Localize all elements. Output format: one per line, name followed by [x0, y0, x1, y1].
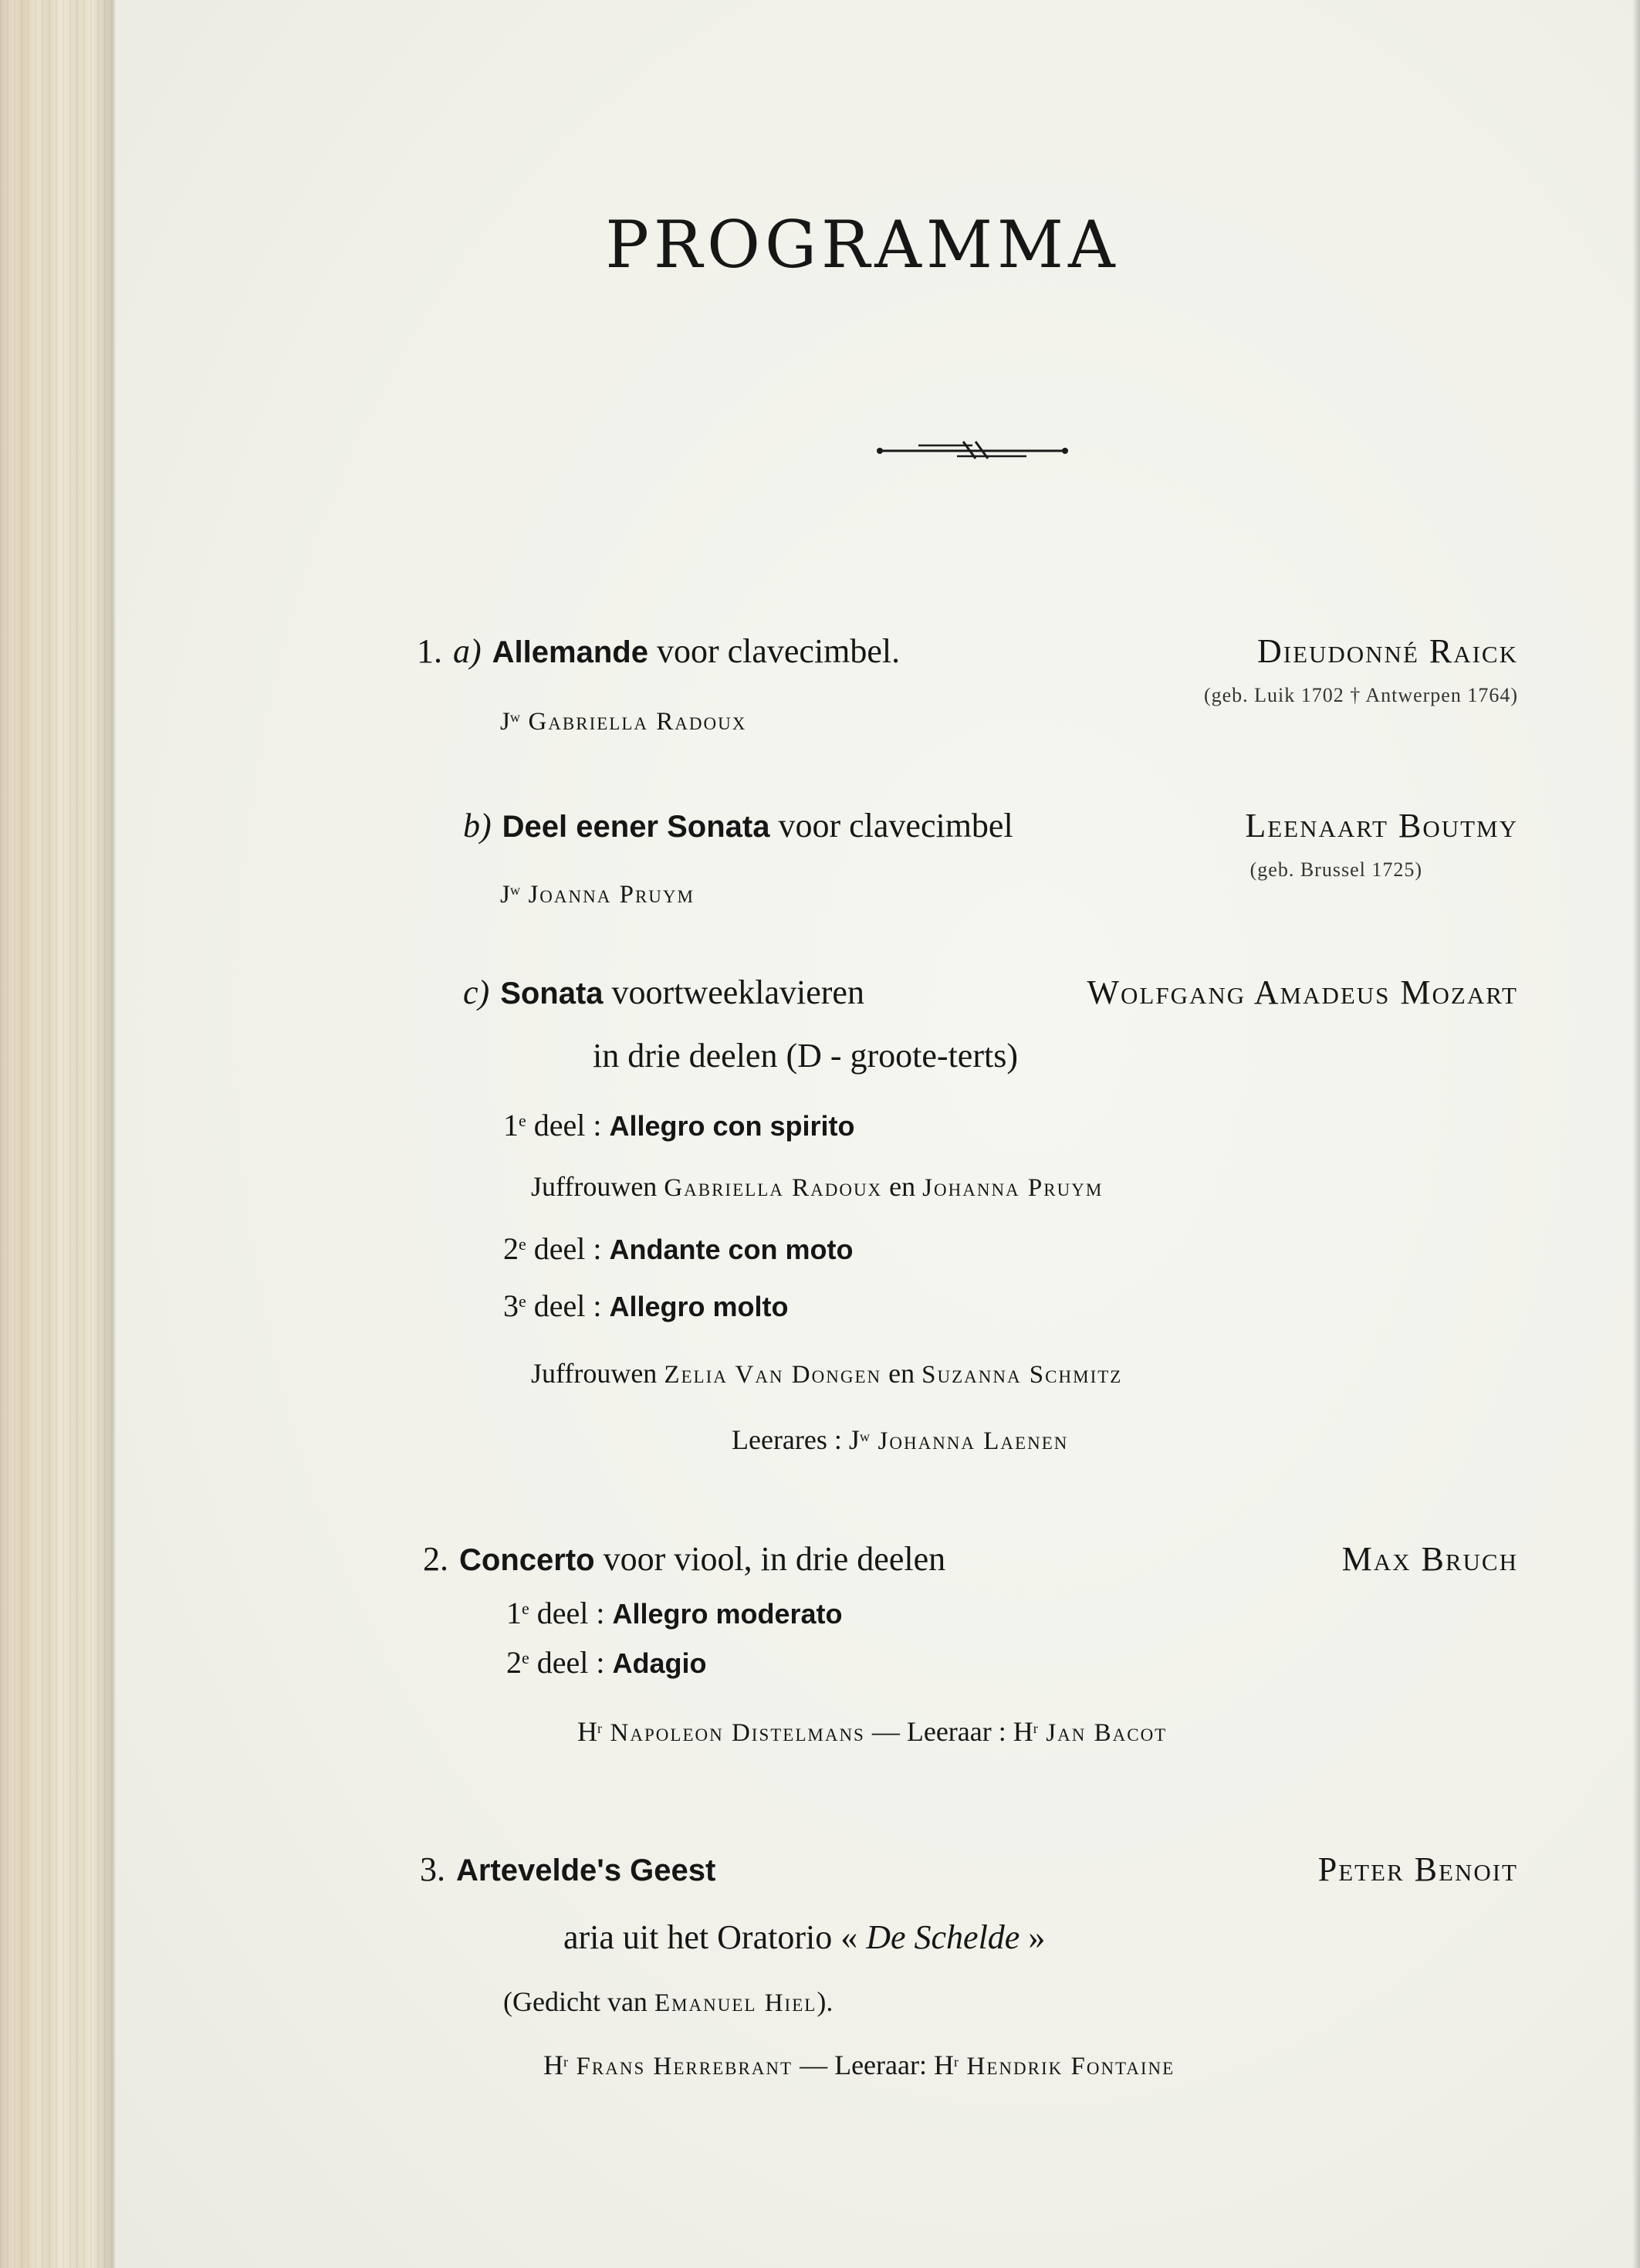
movement-title: Allegro con spirito	[609, 1110, 855, 1142]
title-abbrev-sup: r	[953, 2054, 959, 2070]
item-letter: a)	[453, 632, 482, 670]
conjunction: en	[881, 1358, 922, 1389]
title-abbrev-sup: w	[859, 1429, 871, 1445]
teacher-label: Leerares : J	[732, 1424, 860, 1455]
movement-title: Adagio	[612, 1647, 707, 1679]
work-title: Deel eener Sonata	[502, 810, 770, 844]
work-subtitle: in drie deelen (D - groote-terts)	[593, 1037, 1018, 1075]
performer-name: Frans Herrebrant	[576, 2053, 793, 2080]
performer-name: Zelia Van Dongen	[664, 1361, 882, 1389]
movement-number: 2	[506, 1645, 522, 1680]
movement-label: deel :	[529, 1596, 613, 1630]
title-abbrev: J	[500, 708, 510, 736]
movement-label: deel :	[529, 1645, 613, 1680]
work-description: voortweeklavieren	[603, 973, 864, 1011]
aria-line	[563, 1918, 1045, 1957]
movement-sup: e	[522, 1598, 529, 1618]
item-number: 3.	[420, 1850, 445, 1888]
performer-line	[500, 706, 746, 736]
performer-name: Suzanna Schmitz	[921, 1361, 1123, 1389]
teacher-label: — Leeraar: H	[793, 2050, 954, 2080]
title-abbrev: H	[543, 2050, 563, 2080]
item-1c-line	[463, 973, 864, 1012]
performers-prefix: Juffrouwen	[531, 1171, 664, 1202]
aria-prefix: aria uit het Oratorio «	[563, 1918, 867, 1956]
performer-name: Johanna Pruym	[922, 1174, 1104, 1202]
poem-prefix: (Gedicht van	[503, 1986, 654, 2017]
teacher-name: Johanna Laenen	[877, 1427, 1069, 1455]
performer-teacher-line	[543, 2049, 1175, 2081]
movement-number: 1	[506, 1596, 522, 1630]
teacher-name: Jan Bacot	[1046, 1719, 1168, 1747]
composer-dates: (geb. Brussel 1725)	[1249, 858, 1422, 881]
performers-prefix: Juffrouwen	[531, 1358, 664, 1389]
work-title: Sonata	[500, 977, 604, 1010]
performer-line	[500, 878, 695, 909]
performer-name: Joanna Pruym	[528, 881, 695, 909]
movement-sup: e	[519, 1110, 526, 1130]
movement-label: deel :	[526, 1108, 610, 1142]
ornament-divider-icon	[872, 437, 1073, 463]
teacher-label: — Leeraar : H	[864, 1716, 1033, 1747]
composer-name: Leenaart Boutmy	[1245, 807, 1518, 845]
movement-title: Andante con moto	[609, 1234, 854, 1265]
work-description: voor clavecimbel	[769, 807, 1013, 845]
title-abbrev: H	[577, 1716, 597, 1747]
composer-dates: (geb. Luik 1702 † Antwerpen 1764)	[1203, 684, 1518, 706]
poem-suffix: ).	[817, 1986, 834, 2017]
movement-number: 1	[503, 1108, 519, 1142]
movement-line	[503, 1288, 789, 1324]
composer-name: Max Bruch	[1341, 1540, 1518, 1578]
page-edges	[0, 0, 116, 2268]
item-number: 1.	[417, 632, 442, 670]
performer-name: Gabriella Radoux	[664, 1174, 883, 1202]
movement-line	[506, 1595, 843, 1631]
movement-sup: e	[522, 1647, 529, 1667]
poem-line	[503, 1985, 833, 2018]
conjunction: en	[882, 1171, 923, 1202]
performer-teacher-line	[577, 1715, 1167, 1748]
poet-name: Emanuel Hiel	[654, 1989, 817, 2017]
movement-title: Allegro molto	[609, 1291, 789, 1322]
performers-line	[531, 1357, 1122, 1390]
page-shadow	[1632, 0, 1640, 2268]
teacher-line	[732, 1423, 1068, 1456]
movement-sup: e	[519, 1234, 526, 1254]
movement-sup: e	[519, 1291, 526, 1311]
movement-title: Allegro moderato	[612, 1598, 843, 1630]
teacher-name: Hendrik Fontaine	[966, 2053, 1175, 2080]
work-title: Concerto	[459, 1543, 595, 1577]
movement-line	[506, 1644, 707, 1681]
aria-title: De Schelde	[866, 1918, 1020, 1956]
title-abbrev: J	[500, 881, 510, 909]
movement-label: deel :	[526, 1288, 610, 1323]
performers-line	[531, 1170, 1103, 1203]
title-abbrev-sup: r	[597, 1721, 603, 1737]
movement-label: deel :	[526, 1231, 610, 1266]
composer-name: Wolfgang Amadeus Mozart	[1087, 973, 1518, 1011]
item-3-line	[420, 1850, 715, 1889]
movement-number: 3	[503, 1288, 519, 1323]
work-description: voor clavecimbel.	[648, 632, 901, 670]
composer-name: Peter Benoit	[1317, 1850, 1518, 1888]
item-letter: c)	[463, 973, 490, 1011]
performer-name: Napoleon Distelmans	[610, 1719, 865, 1747]
item-number: 2.	[423, 1540, 448, 1578]
movement-line	[503, 1230, 853, 1267]
work-title: Allemande	[492, 635, 648, 669]
composer-name: Dieudonné Raick	[1256, 632, 1518, 670]
item-2-line	[423, 1539, 945, 1579]
movement-number: 2	[503, 1231, 519, 1266]
page-title: PROGRAMMA	[605, 207, 1120, 283]
title-abbrev-sup: r	[563, 2054, 569, 2070]
work-description: voor viool, in drie deelen	[594, 1540, 946, 1578]
title-abbrev-sup: w	[509, 709, 520, 726]
item-1a-line	[417, 631, 900, 671]
work-title: Artevelde's Geest	[456, 1853, 716, 1887]
title-abbrev-sup: w	[509, 882, 520, 899]
aria-suffix: »	[1020, 1918, 1046, 1956]
title-abbrev-sup: r	[1033, 1721, 1038, 1737]
item-letter: b)	[463, 807, 492, 845]
movement-line	[503, 1107, 855, 1143]
performer-name: Gabriella Radoux	[528, 708, 747, 736]
item-1b-line	[463, 806, 1013, 845]
